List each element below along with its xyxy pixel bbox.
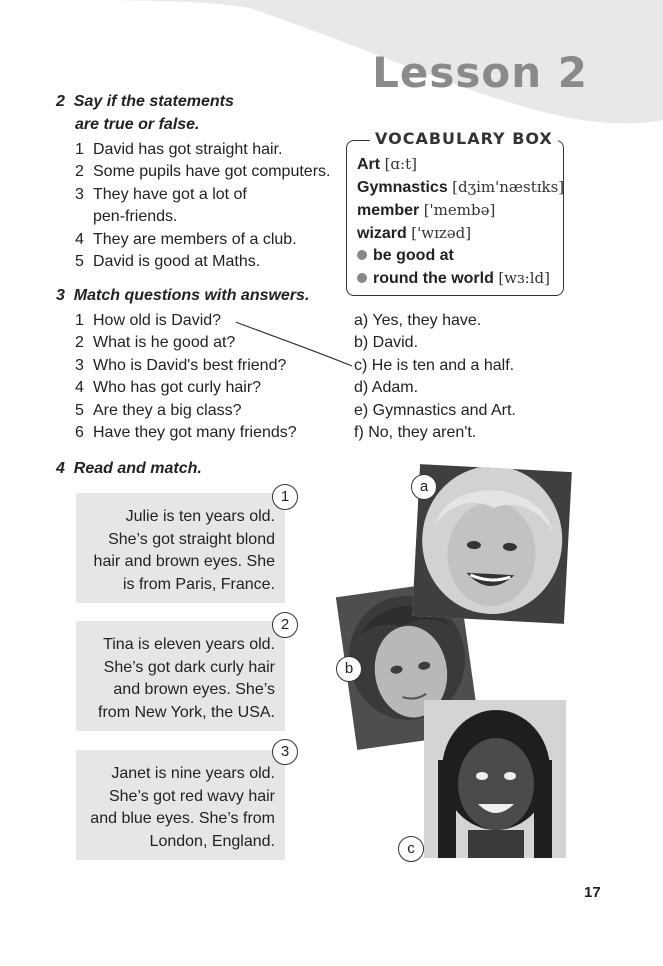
question-text: Who has got curly hair? — [93, 379, 262, 396]
statement-text: Some pupils have got computers. — [93, 163, 331, 180]
question-number: 5 — [75, 402, 84, 419]
task2-heading-text: Say if the statements — [73, 93, 234, 110]
statement-item — [75, 186, 247, 204]
vocab-transcription: [wɜ:ld] — [498, 269, 550, 287]
task2-number: 2 — [56, 93, 65, 110]
question-number: 6 — [75, 424, 84, 441]
statement-text: David is good at Maths. — [93, 253, 261, 270]
panel-line: is from Paris, France. — [122, 575, 275, 593]
question-item — [75, 334, 235, 352]
statement-number: 2 — [75, 163, 84, 180]
question-item — [75, 402, 242, 420]
girl-portrait-c — [424, 700, 566, 858]
question-item — [75, 357, 286, 375]
question-number: 1 — [75, 312, 84, 329]
vocab-word: Art — [357, 156, 381, 173]
task4-heading — [56, 460, 202, 478]
vocab-entry — [357, 247, 454, 265]
answer-item: b) David. — [354, 334, 419, 351]
statement-text: They have got a lot of — [93, 186, 247, 203]
question-item — [75, 379, 261, 397]
statement-number: 5 — [75, 253, 84, 270]
text-panel-1 — [76, 493, 285, 603]
photo-label-badge: b — [336, 656, 362, 682]
answer-item: d) Adam. — [354, 379, 419, 396]
task3-number: 3 — [56, 287, 65, 304]
vocabulary-box-title: VOCABULARY BOX — [370, 129, 558, 148]
panel-line: Janet is nine years old. — [111, 765, 275, 782]
statement-number: 1 — [75, 141, 84, 158]
vocab-transcription: ['membə] — [423, 201, 496, 219]
question-number: 4 — [75, 379, 84, 396]
task4-number: 4 — [56, 460, 65, 477]
vocab-word: wizard — [357, 225, 407, 242]
statement-item — [75, 253, 260, 271]
panel-line: from New York, the USA. — [98, 703, 275, 721]
panel-text — [98, 634, 275, 724]
vocab-entry — [357, 201, 495, 220]
panel-line: She’s got dark curly hair — [103, 658, 275, 676]
statement-text: They are members of a club. — [93, 231, 297, 248]
text-panel-3 — [76, 750, 285, 860]
text-number-badge: 2 — [272, 612, 298, 638]
panel-line: She’s got red wavy hair — [108, 787, 275, 805]
text-panel-2 — [76, 621, 285, 731]
photo-label-badge: c — [398, 836, 424, 862]
task2-heading-line1 — [56, 93, 234, 111]
panel-line: London, England. — [149, 832, 275, 850]
lesson-title: Lesson 2 — [372, 48, 588, 97]
panel-line: and blue eyes. She’s from — [90, 810, 275, 827]
vocab-word: Gymnastics — [357, 179, 448, 196]
statement-item — [75, 141, 282, 159]
vocab-entry — [357, 224, 471, 243]
vocab-word: round the world — [373, 270, 494, 287]
task2-heading-line2: are true or false. — [75, 116, 200, 133]
question-number: 3 — [75, 357, 84, 374]
panel-line: Julie is ten years old. — [125, 508, 275, 525]
answer-item: c) He is ten and a half. — [354, 357, 515, 374]
task3-heading — [56, 287, 309, 305]
panel-line: and brown eyes. She’s — [113, 681, 275, 698]
photo-girl-c — [424, 700, 566, 858]
panel-line: Tina is eleven years old. — [103, 636, 275, 653]
vocab-word: be good at — [373, 247, 454, 264]
question-text: What is he good at? — [93, 334, 236, 351]
statement-item — [75, 231, 297, 249]
vocab-transcription: ['wɪzəd] — [411, 224, 472, 242]
statement-item-continued — [75, 208, 178, 226]
page-number: 17 — [584, 884, 601, 901]
task3-heading-text: Match questions with answers. — [73, 287, 310, 304]
panel-text — [94, 506, 275, 596]
text-number-badge: 1 — [272, 484, 298, 510]
vocab-entry — [357, 269, 550, 288]
question-text: Who is David's best friend? — [93, 357, 287, 374]
text-number-badge: 3 — [272, 739, 298, 765]
question-number: 2 — [75, 334, 84, 351]
bullet-icon — [357, 250, 367, 260]
answer-item: e) Gymnastics and Art. — [354, 402, 516, 419]
statement-text: pen-friends. — [93, 208, 178, 225]
question-item — [75, 312, 221, 330]
vocab-transcription: [dʒim'næstɪks] — [452, 178, 565, 196]
statement-number: 3 — [75, 186, 84, 203]
question-text: Are they a big class? — [93, 402, 242, 419]
question-text: How old is David? — [93, 312, 222, 329]
answer-item: f) No, they aren't. — [354, 424, 477, 441]
task4-heading-text: Read and match. — [73, 460, 202, 477]
photo-label-badge: a — [411, 474, 437, 500]
vocab-entry — [357, 178, 564, 197]
panel-line: hair and brown eyes. She — [93, 553, 275, 570]
bullet-icon — [357, 273, 367, 283]
statement-item — [75, 163, 330, 181]
panel-line: She’s got straight blond — [108, 530, 275, 548]
vocab-word: member — [357, 202, 420, 219]
vocab-transcription: [ɑ:t] — [384, 155, 417, 173]
question-text: Have they got many friends? — [93, 424, 297, 441]
statement-number: 4 — [75, 231, 84, 248]
question-item — [75, 424, 297, 442]
panel-text — [90, 763, 275, 853]
answer-item: a) Yes, they have. — [354, 312, 482, 329]
vocab-entry — [357, 155, 417, 174]
statement-text: David has got straight hair. — [93, 141, 283, 158]
